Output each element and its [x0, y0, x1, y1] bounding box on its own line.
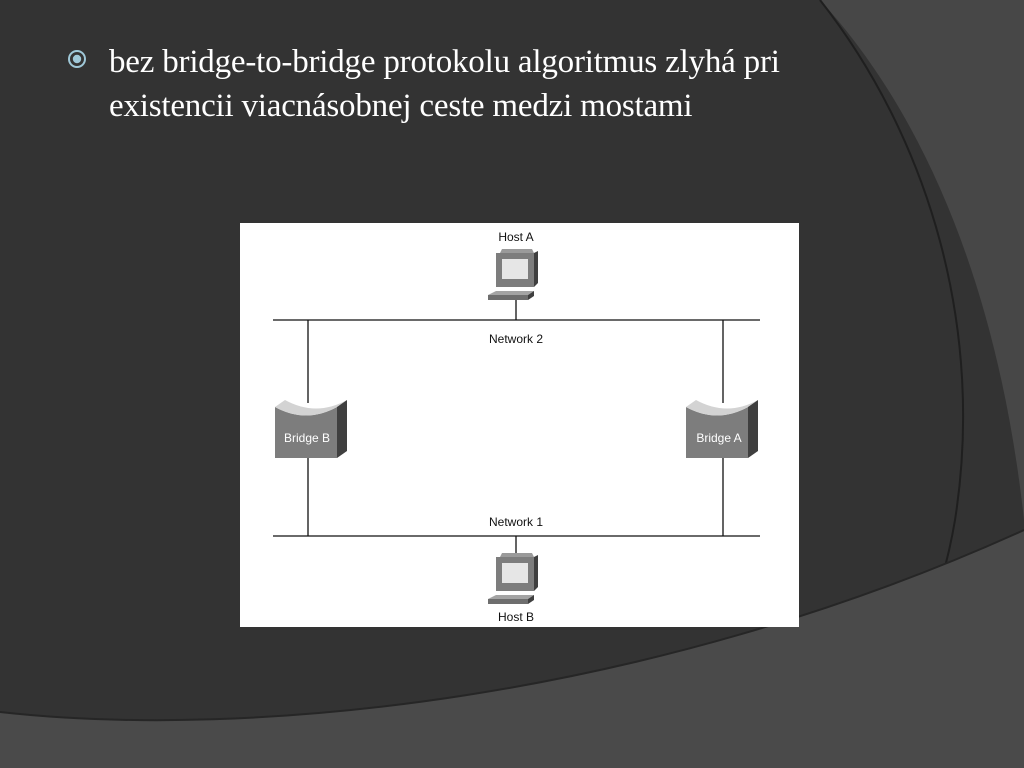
bridge-a-label: Bridge A: [696, 431, 742, 445]
host-b-computer-icon: [488, 553, 538, 604]
bridge-b-icon: [275, 400, 347, 458]
bridge-b-label: Bridge B: [283, 431, 331, 445]
network-1-label: Network 1: [488, 515, 544, 529]
network-2-label: Network 2: [488, 332, 544, 346]
host-a-computer-icon: [488, 249, 538, 300]
host-b-label: Host B: [497, 610, 535, 624]
bridge-a-icon: [686, 400, 758, 458]
bullet-text: bez bridge-to-bridge protokolu algoritmus zlyhá pri existencii viacnásobnej ceste medzi mostami: [109, 44, 780, 124]
host-a-label: Host A: [498, 230, 534, 244]
network-diagram: [240, 223, 799, 627]
circle-bullet-icon: [66, 48, 88, 70]
